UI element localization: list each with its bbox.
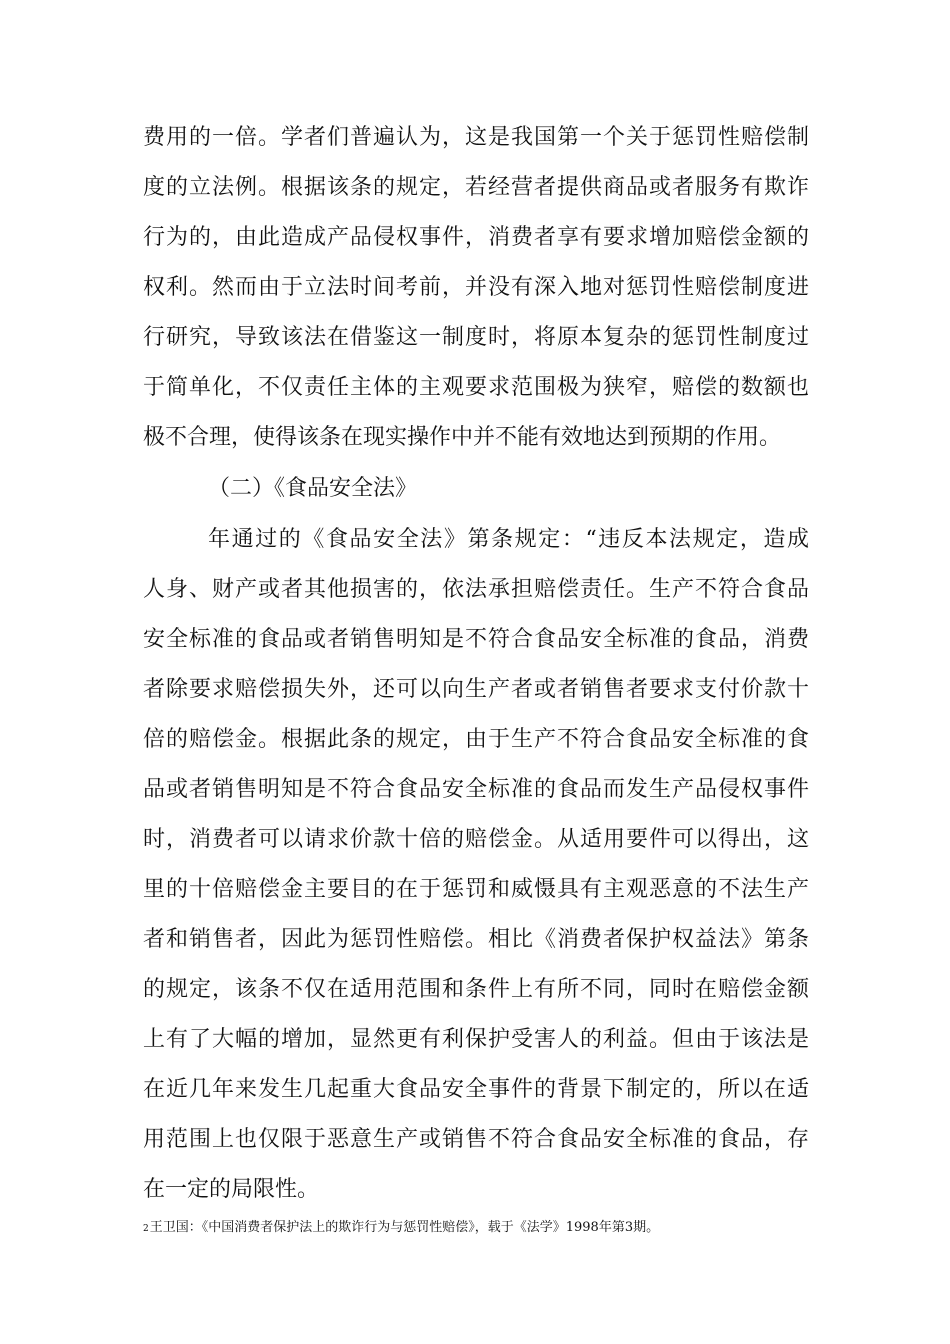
- paragraph-line: 上有了大幅的增加，显然更有利保护受害人的利益。但由于该法是: [143, 1027, 809, 1052]
- paragraph-line: 年通过的《食品安全法》第条规定：“违反本法规定，造成: [208, 527, 809, 552]
- paragraph-line: 倍的赔偿金。根据此条的规定，由于生产不符合食品安全标准的食: [143, 727, 809, 752]
- paragraph-line: 在近几年来发生几起重大食品安全事件的背景下制定的，所以在适: [143, 1077, 809, 1102]
- paragraph-line: 权利。然而由于立法时间考前，并没有深入地对惩罚性赔偿制度进: [143, 275, 809, 300]
- footnote: [143, 1219, 659, 1238]
- paragraph-line: 在一定的局限性。: [143, 1177, 320, 1202]
- paragraph-line: 用范围上也仅限于恶意生产或销售不符合食品安全标准的食品，存: [143, 1127, 809, 1152]
- paragraph-line: 行为的，由此造成产品侵权事件，消费者享有要求增加赔偿金额的: [143, 225, 809, 250]
- paragraph-line: 品或者销售明知是不符合食品安全标准的食品而发生产品侵权事件: [143, 777, 809, 802]
- paragraph-line: 的规定，该条不仅在适用范围和条件上有所不同，同时在赔偿金额: [143, 977, 809, 1002]
- paragraph-line: 时，消费者可以请求价款十倍的赔偿金。从适用要件可以得出，这: [143, 827, 809, 852]
- paragraph-line: 极不合理，使得该条在现实操作中并不能有效地达到预期的作用。: [143, 425, 782, 450]
- footnote-text: 王卫国：《中国消费者保护法上的欺诈行为与惩罚性赔偿》，载于《法学》1998年第3期。: [149, 1220, 660, 1235]
- paragraph-line: 者和销售者，因此为惩罚性赔偿。相比《消费者保护权益法》第条: [143, 927, 809, 952]
- paragraph-line: 费用的一倍。学者们普遍认为，这是我国第一个关于惩罚性赔偿制: [143, 125, 809, 150]
- paragraph-line: 行研究，导致该法在借鉴这一制度时，将原本复杂的惩罚性制度过: [143, 325, 809, 350]
- paragraph-line: 度的立法例。根据该条的规定，若经营者提供商品或者服务有欺诈: [143, 175, 809, 200]
- paragraph-line: 里的十倍赔偿金主要目的在于惩罚和威慑具有主观恶意的不法生产: [143, 877, 809, 902]
- footnote-marker: 2: [143, 1224, 149, 1234]
- paragraph-line: 人身、财产或者其他损害的，依法承担赔偿责任。生产不符合食品: [143, 577, 809, 602]
- paragraph-line: 于简单化，不仅责任主体的主观要求范围极为狭窄，赔偿的数额也: [143, 375, 809, 400]
- paragraph-line: 者除要求赔偿损失外，还可以向生产者或者销售者要求支付价款十: [143, 677, 809, 702]
- section-heading: （二）《食品安全法》: [208, 476, 418, 501]
- paragraph-line: 安全标准的食品或者销售明知是不符合食品安全标准的食品，消费: [143, 627, 809, 652]
